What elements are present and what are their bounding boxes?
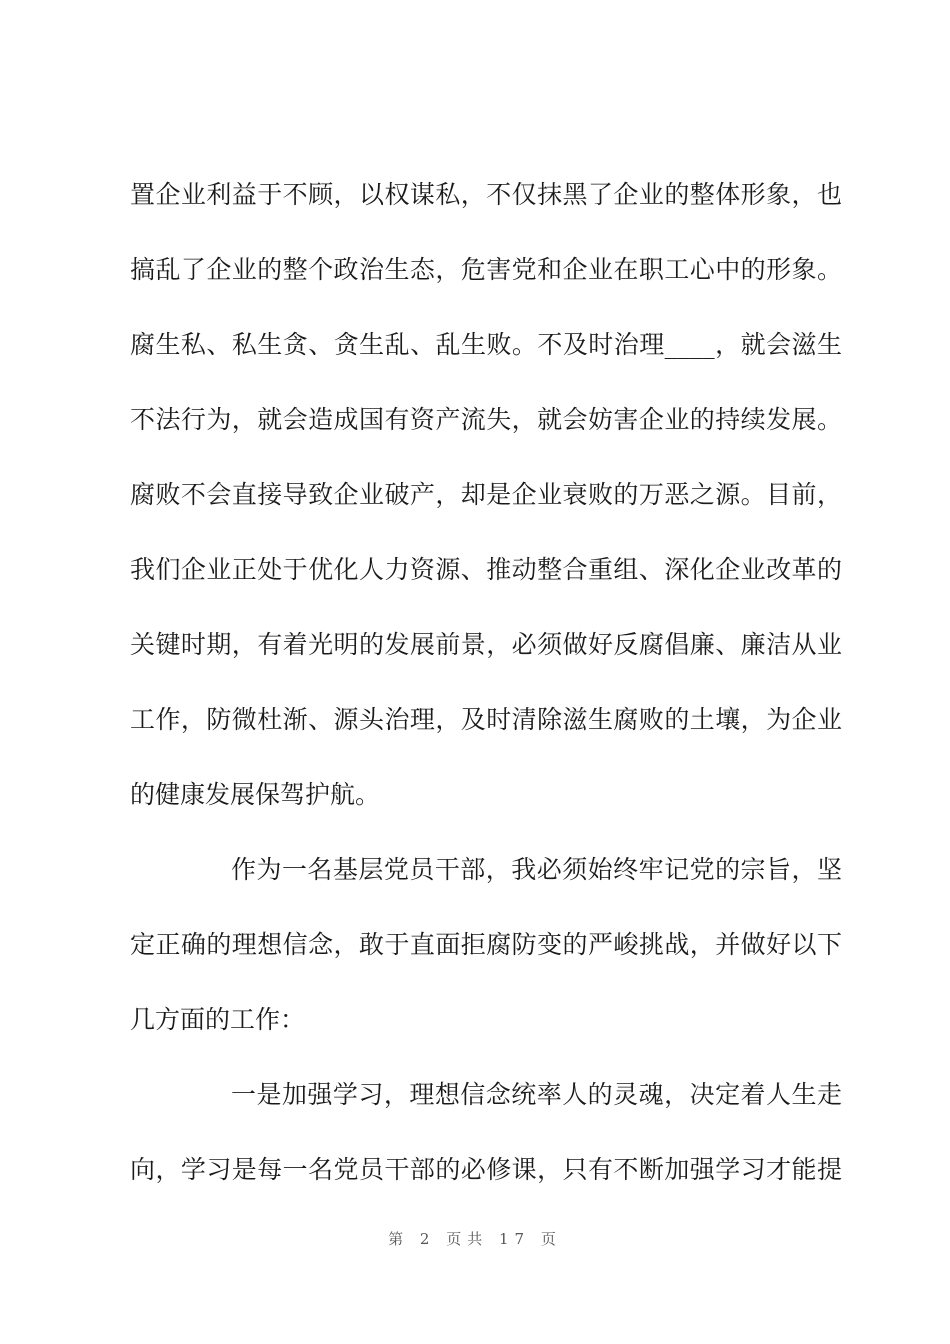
text-line: 工作，防微杜渐、源头治理，及时清除滋生腐败的土壤，为企业 <box>130 705 842 734</box>
text-line: 腐生私、私生贪、贪生乱、乱生败。不及时治理____，就会滋生 <box>130 330 842 359</box>
text-line: 的健康发展保驾护航。 <box>130 780 381 809</box>
text-line: 置企业利益于不顾，以权谋私，不仅抹黑了企业的整体形象，也 <box>130 180 842 209</box>
text-line: 搞乱了企业的整个政治生态，危害党和企业在职工心中的形象。 <box>130 255 842 284</box>
text-line: 几方面的工作： <box>130 1005 306 1034</box>
text-line: 腐败不会直接导致企业破产，却是企业衰败的万恶之源。目前， <box>130 480 842 509</box>
text-line: 不法行为，就会造成国有资产流失，就会妨害企业的持续发展。 <box>130 405 842 434</box>
text-line: 定正确的理想信念，敢于直面拒腐防变的严峻挑战，并做好以下 <box>130 930 842 959</box>
page-number-footer: 第 2 页共 17 页 <box>388 1230 562 1248</box>
paragraph-first-line: 一是加强学习，理想信念统率人的灵魂，决定着人生走 <box>231 1080 842 1109</box>
text-line: 关键时期，有着光明的发展前景，必须做好反腐倡廉、廉洁从业 <box>130 630 842 659</box>
text-line: 向，学习是每一名党员干部的必修课，只有不断加强学习才能提 <box>130 1155 842 1184</box>
paragraph-first-line: 作为一名基层党员干部，我必须始终牢记党的宗旨，坚 <box>231 855 842 884</box>
text-line: 我们企业正处于优化人力资源、推动整合重组、深化企业改革的 <box>130 555 842 584</box>
